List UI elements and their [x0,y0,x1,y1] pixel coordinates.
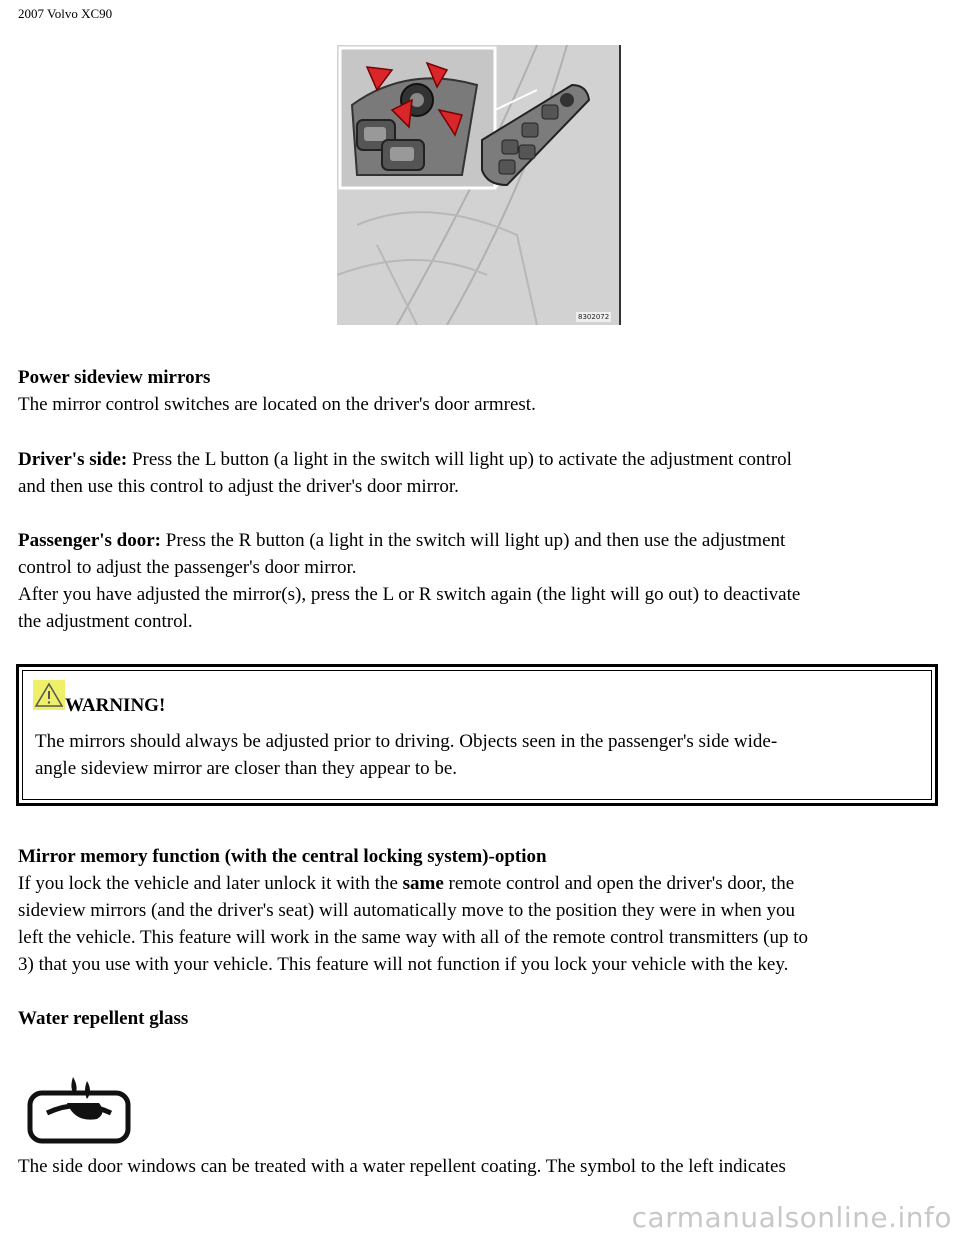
driver-side-text-1: Press the L button (a light in the switch will light up) to activate the adjustment control [127,449,792,470]
memory-line-2: sideview mirrors (and the driver's seat) will automatically move to the position they were in when you [18,900,795,921]
memory-line-4: 3) that you use with your vehicle. This feature will not function if you lock your vehicle with the key. [18,954,789,975]
water-text: The side door windows can be treated with a water repellent coating. The symbol to the left indicates [18,1156,786,1177]
mirrors-heading [18,364,943,391]
passenger-door-paragraph [18,527,943,635]
water-heading-text: Water repellent glass [18,1008,189,1029]
memory-heading-text: Mirror memory function (with the central locking system)-option [18,846,547,867]
warning-body-line-2: angle sideview mirror are closer than they appear to be. [35,758,458,779]
page-header-title: 2007 Volvo XC90 [18,6,113,21]
warning-body-line-1: The mirrors should always be adjusted prior to driving. Objects seen in the passenger's side wide- [35,731,778,752]
driver-side-paragraph [18,446,943,500]
after-adjust-text-1: After you have adjusted the mirror(s), press the L or R switch again (the light will go out) to deactivate [18,584,801,605]
watermark: carmanualsonline.info [631,1201,952,1234]
warning-triangle-icon [33,680,65,710]
water-repellent-glass-icon [27,1073,131,1145]
memory-line-3: left the vehicle. This feature will work in the same way with all of the remote control transmitters (up to [18,927,809,948]
warning-box [16,664,938,806]
figure-code: 8302072 [578,313,610,321]
mirrors-heading-text: Power sideview mirrors [18,367,211,388]
memory-line-1-bold: same [402,873,444,894]
mirror-control-illustration [337,45,621,325]
after-adjust-text-2: the adjustment control. [18,611,193,632]
passenger-door-text-2: control to adjust the passenger's door mirror. [18,557,357,578]
passenger-door-label: Passenger's door: [18,530,162,551]
memory-line-1-post: remote control and open the driver's door, the [443,873,795,894]
driver-side-label: Driver's side: [18,449,128,470]
passenger-door-text-1: Press the R button (a light in the switch will light up) and then use the adjustment [161,530,786,551]
warning-title: WARNING! [65,695,166,716]
water-heading [18,1005,943,1032]
memory-line-1-pre: If you lock the vehicle and later unlock it with the [18,873,403,894]
warning-body [35,728,915,782]
driver-side-text-2: and then use this control to adjust the driver's door mirror. [18,476,459,497]
mirrors-intro: The mirror control switches are located on the driver's door armrest. [18,394,536,415]
memory-paragraph [18,870,943,978]
memory-heading [18,843,943,870]
